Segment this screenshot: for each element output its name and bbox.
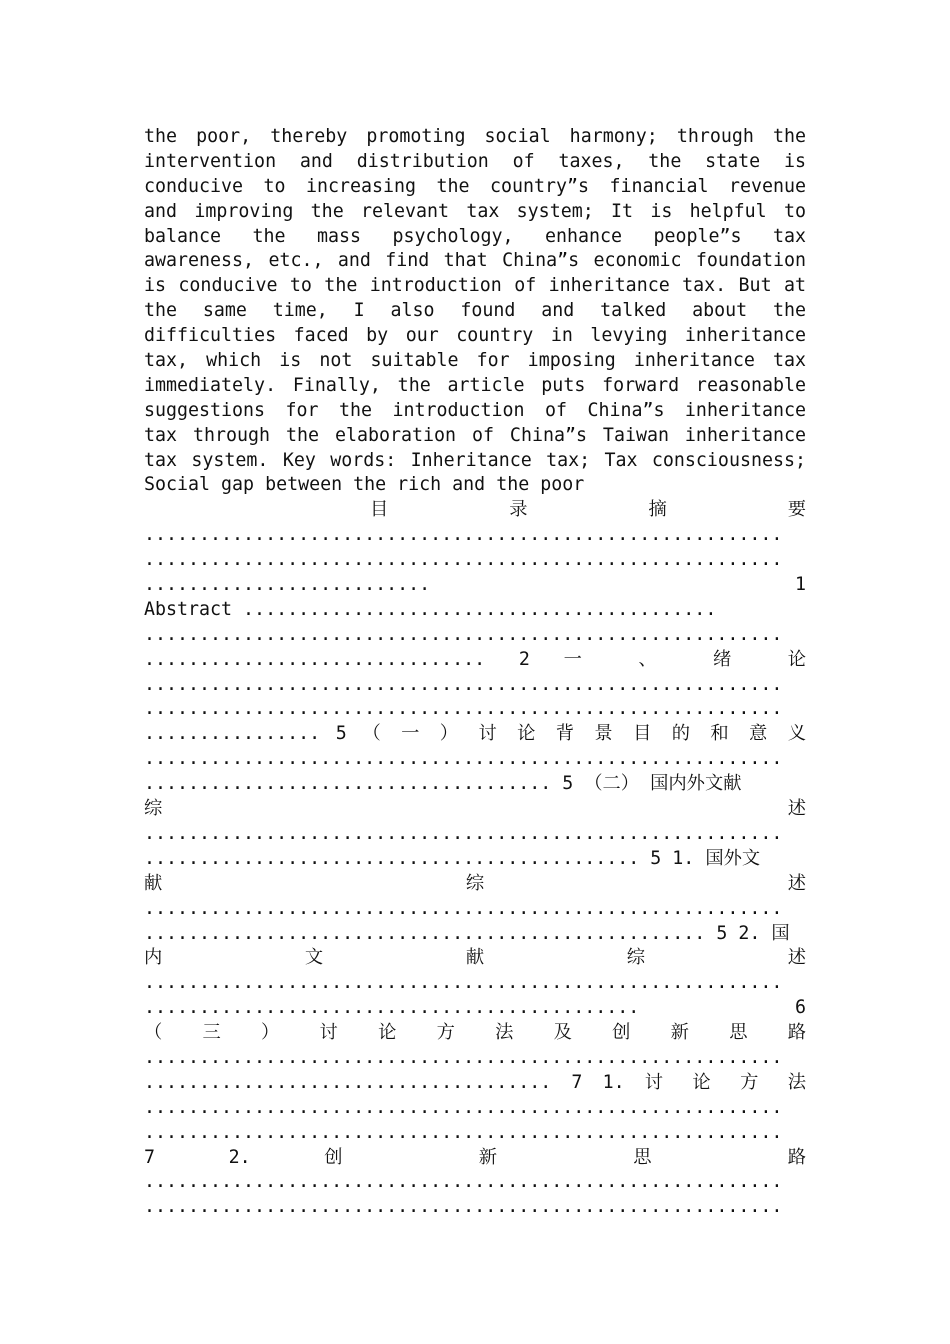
toc-entry-line: ..................................... 7 1. 讨 论 方 法 [144, 1071, 806, 1093]
toc-entry-line: ................................................... 5 2. 国 [144, 922, 790, 944]
toc-entry-line: ............................................. 6 [144, 997, 806, 1019]
abstract-line: the same time, I also found and talked about the [144, 300, 806, 322]
toc-heading: 目 录 摘 要 [370, 499, 806, 521]
toc-leader-line: .......................................................... [144, 748, 783, 770]
toc-leader-line: .......................................................... [144, 897, 783, 919]
abstract-line: and improving the relevant tax system; It is helpful to [144, 200, 806, 222]
toc-leader-line: .......................................................... [144, 972, 783, 994]
toc-leader-line: .......................................................... [144, 673, 783, 695]
abstract-line: intervention and distribution of taxes, the state is [144, 150, 806, 172]
toc-entry-line: ..................................... 5 （二） 国内外文献 [144, 773, 742, 795]
abstract-line: balance the mass psychology, enhance people”s tax [144, 225, 806, 247]
toc-entry-line: 7 2. 创 新 思 路 [144, 1146, 806, 1168]
abstract-line: suggestions for the introduction of China”s inheritance [144, 399, 806, 421]
toc-entry-line: 内 文 献 综 述 [144, 947, 806, 969]
document-page [144, 125, 806, 1220]
toc-entry-line: Abstract ........................................... [144, 598, 717, 620]
toc-entry-line: .......................... 1 [144, 574, 806, 596]
toc-leader-line: .......................................................... [144, 1046, 783, 1068]
toc-entry-line: ................ 5 （ 一 ） 讨 论 背 景 目 的 和 意 义 [144, 723, 806, 745]
abstract-line: immediately. Finally, the article puts forward reasonable [144, 374, 806, 396]
table-of-contents [144, 498, 806, 1220]
toc-leader-line: .......................................................... [144, 822, 783, 844]
abstract-line: difficulties faced by our country in levying inheritance [144, 325, 806, 347]
abstract-line: the poor, thereby promoting social harmony; through the [144, 126, 806, 147]
abstract-line: tax system. Key words: Inheritance tax; Tax consciousness; [144, 449, 806, 471]
toc-entry-line: 综 述 [144, 798, 806, 820]
abstract-line: awareness, etc., and find that China”s economic foundation [144, 250, 806, 272]
toc-leader-line: .......................................................... [144, 1171, 783, 1193]
toc-leader-line: .......................................................... [144, 623, 783, 645]
toc-leader-line: .......................................................... [144, 1121, 783, 1143]
toc-entry-line: ............................... 2 一 、 绪 论 [144, 648, 806, 670]
toc-leader-line: .......................................................... [144, 698, 783, 720]
toc-leader-line: .......................................................... [144, 524, 783, 546]
toc-leader-line: .......................................................... [144, 1096, 783, 1118]
toc-entry-line: ............................................. 5 1. 国外文 [144, 847, 761, 869]
abstract-line: is conducive to the introduction of inheritance tax. But at [144, 275, 806, 297]
abstract-line: tax, which is not suitable for imposing inheritance tax [144, 350, 806, 372]
abstract-english [144, 125, 806, 498]
abstract-line: conducive to increasing the country”s financial revenue [144, 175, 806, 197]
abstract-line: Social gap between the rich and the poor [144, 474, 585, 496]
toc-entry-line: （ 三 ） 讨 论 方 法 及 创 新 思 路 [144, 1022, 806, 1044]
toc-entry-line: 献 综 述 [144, 872, 806, 894]
toc-leader-line: .......................................................... [144, 549, 783, 571]
toc-leader-line: .......................................................... [144, 1196, 783, 1218]
abstract-line: tax through the elaboration of China”s Taiwan inheritance [144, 424, 806, 446]
